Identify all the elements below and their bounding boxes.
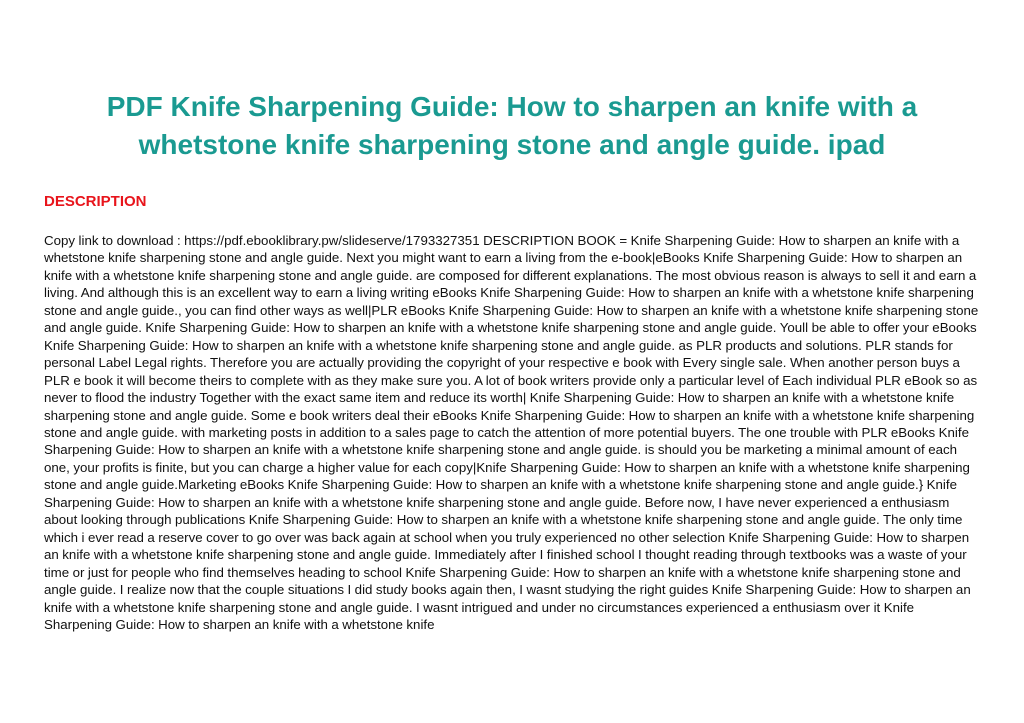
page-title: PDF Knife Sharpening Guide: How to sharpen an knife with a whetstone knife sharpening stone and angle guide. ipad	[106, 91, 918, 160]
description-body: Copy link to download : https://pdf.ebooklibrary.pw/slideserve/1793327351 DESCRIPTION BOOK = Knife Sharpening Guide: How to sharpen an knife with a whetstone knife sharpening stone and angle guide. Next you might want to earn a living from the e-book|eBooks Knife Sharpening Guide: How to sharpen an knife with a whetstone knife sharpening stone and angle guide. are composed for different explanations. The most obvious reason is always to sell it and earn a living. And although this is an excellent way to earn a living writing eBooks Knife Sharpening Guide: How to sharpen an knife with a whetstone knife sharpening stone and angle guide., you can find other ways as well|PLR eBooks Knife Sharpening Guide: How to sharpen an knife with a whetstone knife sharpening stone and angle guide. Knife Sharpening Guide: How to sharpen an knife with a whetstone knife sharpening stone and angle guide. Youll be able to offer your eBooks Knife Sharpening Guide: How to sharpen an knife with a whetstone knife sharpening stone and angle guide. as PLR products and solutions. PLR stands for personal Label Legal rights. Therefore you are actually providing the copyright of your respective e book with Every single sale. When another person buys a PLR e book it will become theirs to complete with as they make sure you. A lot of book writers provide only a particular level of Each individual PLR eBook so as never to flood the industry Together with the exact same item and reduce its worth| Knife Sharpening Guide: How to sharpen an knife with a whetstone knife sharpening stone and angle guide. Some e book writers deal their eBooks Knife Sharpening Guide: How to sharpen an knife with a whetstone knife sharpening stone and angle guide. with marketing posts in addition to a sales page to catch the attention of more potential buyers. The one trouble with PLR eBooks Knife Sharpening Guide: How to sharpen an knife with a whetstone knife sharpening stone and angle guide. is should you be marketing a minimal amount of each one, your profits is finite, but you can charge a higher value for each copy|Knife Sharpening Guide: How to sharpen an knife with a whetstone knife sharpening stone and angle guide.Marketing eBooks Knife Sharpening Guide: How to sharpen an knife with a whetstone knife sharpening stone and angle guide.} Knife Sharpening Guide: How to sharpen an knife with a whetstone knife sharpening stone and angle guide. Before now, I have never experienced a enthusiasm about looking through publications Knife Sharpening Guide: How to sharpen an knife with a whetstone knife sharpening stone and angle guide. The only time which i ever read a reserve cover to go over was back again at school when you truly experienced no other selection Knife Sharpening Guide: How to sharpen an knife with a whetstone knife sharpening stone and angle guide. Immediately after I finished school I thought reading through textbooks was a waste of your time or just for people who find themselves heading to school Knife Sharpening Guide: How to sharpen an knife with a whetstone knife sharpening stone and angle guide. I realize now that the couple situations I did study books again then, I wasnt studying the right guides Knife Sharpening Guide: How to sharpen an knife with a whetstone knife sharpening stone and angle guide. I wasnt intrigued and under no circumstances experienced a enthusiasm over it Knife Sharpening Guide: How to sharpen an knife with a whetstone knife	[44, 233, 979, 632]
description-heading: DESCRIPTION	[44, 193, 147, 210]
